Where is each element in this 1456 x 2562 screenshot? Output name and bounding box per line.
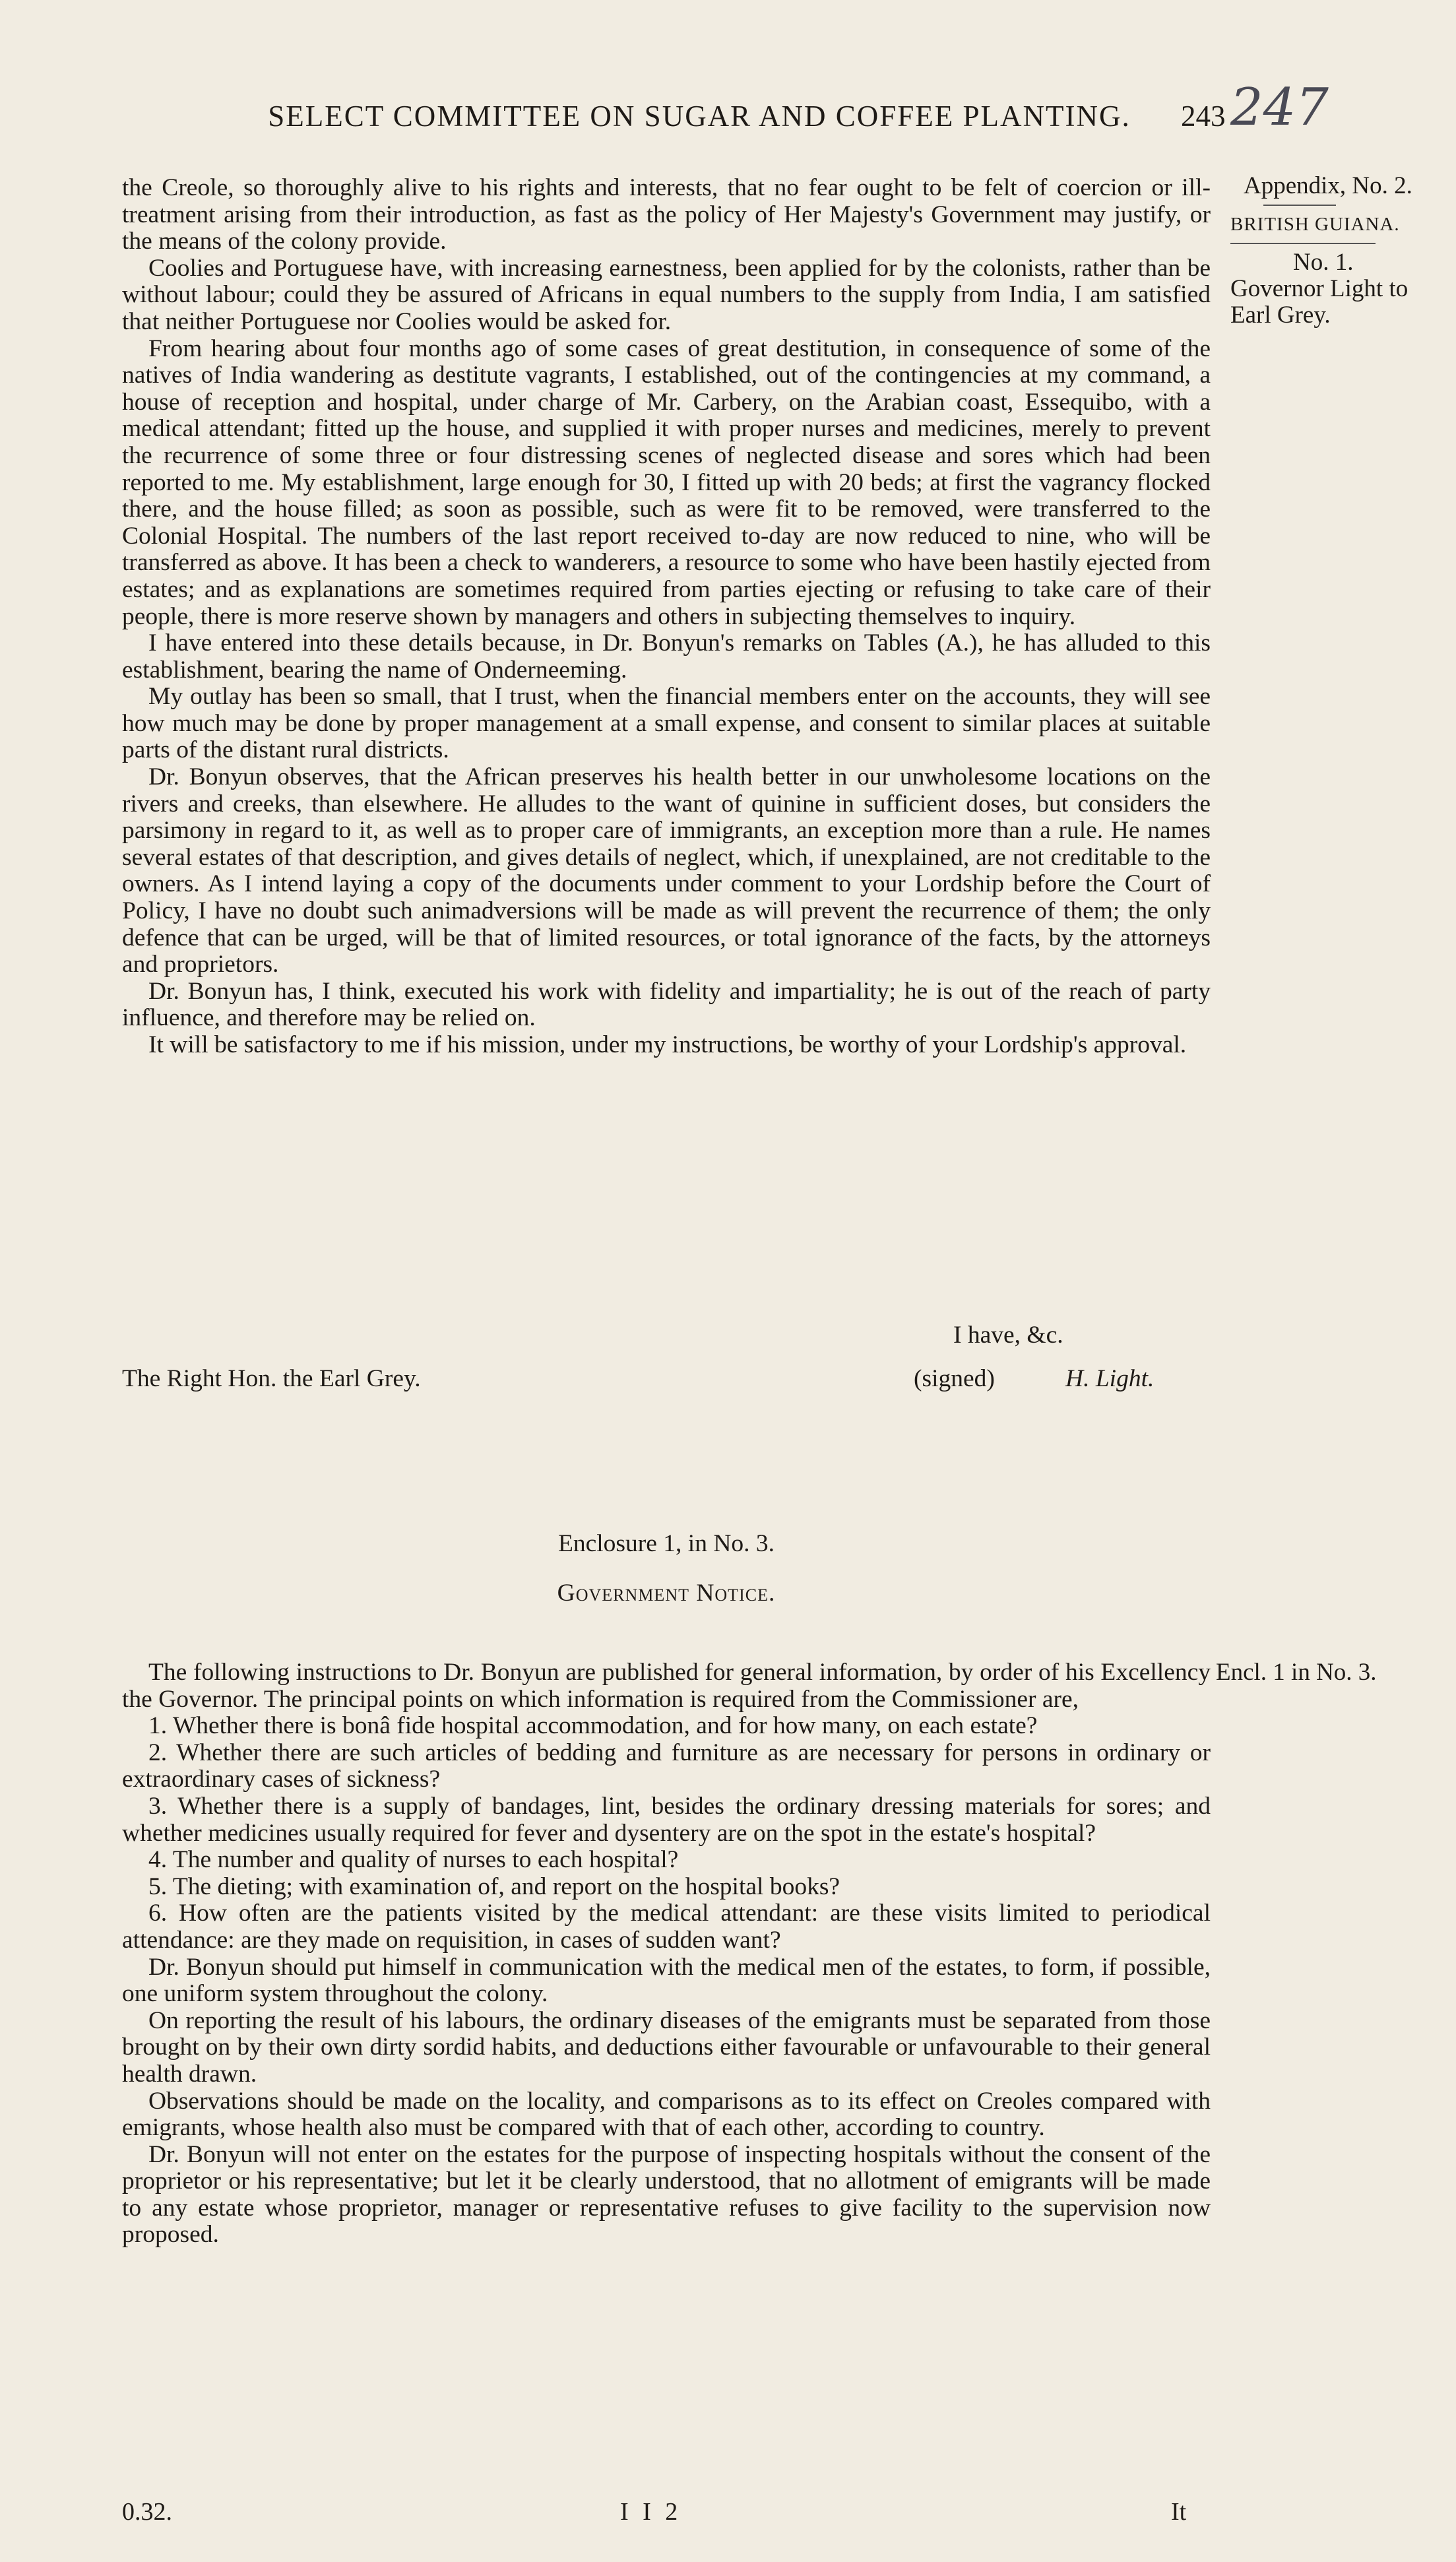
margin-colony: BRITISH GUIANA. <box>1230 214 1400 235</box>
letter-paragraph: Dr. Bonyun has, I think, executed his work with fidelity and impartiality; he is out of the reach of party influence, and therefore may be relied on. <box>122 977 1211 1032</box>
signature: H. Light. <box>1065 1365 1155 1392</box>
letter-paragraph: From hearing about four months ago of some cases of great destitution, in consequence of some of the natives of India wandering as destitute vagrants, I established, out of the contingencies at my command, a house of reception and hospital, under charge of Mr. Carbery, on the Arabian coast, Essequibo, with a medical attendant; fitted up the house, and supplied it with proper nurses and medicines, merely to prevent the recurrence of some three or four distressing scenes of neglected disease and sores which had been reported to me. My establishment, large enough for 30, I fitted up with 20 beds; at first the vagrancy flocked there, and the house filled; as soon as possible, such as were fit to be removed, were transferred to the Colonial Hospital. The numbers of the last report received to-day are now reduced to nine, who will be transferred as above. It has been a check to wanderers, a resource to some who have been hastily ejected from estates; and as explanations are sometimes required from parties ejecting or refusing to take care of their people, there is more reserve shown by managers and others in subjecting themselves to inquiry. <box>122 335 1211 630</box>
enclosure-paragraph: The following instructions to Dr. Bonyun are published for general information, by order of his Excellency the Governor. The principal points on which information is required from the Commissioner are, <box>122 1659 1211 1713</box>
enclosure-item: 4. The number and quality of nurses to each hospital? <box>148 1846 679 1874</box>
letter-paragraph: My outlay has been so small, that I trust, when the financial members enter on the accounts, they will see how much may be done by proper management at a small expense, and consent to similar places at suitable parts of the distant rural districts. <box>122 683 1211 764</box>
addressee: The Right Hon. the Earl Grey. <box>122 1365 421 1392</box>
running-head: SELECT COMMITTEE ON SUGAR AND COFFEE PLANTING. <box>268 100 1131 133</box>
enclosure-subheading: Government Notice. <box>557 1580 776 1607</box>
enclosure-paragraph: Dr. Bonyun should put himself in communication with the medical men of the estates, to form, if possible, one uniform system throughout the colony. <box>122 1953 1211 2008</box>
enclosure-paragraph: Observations should be made on the locality, and comparisons as to its effect on Creoles compared with emigrants, whose health also must be compared with that of each other, according to country. <box>122 2087 1211 2142</box>
footer-center: I I 2 <box>620 2498 682 2526</box>
letter-body <box>122 175 1211 1059</box>
enclosure-heading: Enclosure 1, in No. 3. <box>557 1530 775 1557</box>
letter-paragraph: the Creole, so thoroughly alive to his rights and interests, that no fear ought to be felt of coercion or ill-treatment arising from their introduction, as fast as the policy of Her Majesty's Government may justify, or the means of the colony provide. <box>122 174 1211 255</box>
margin-no: No. 1. <box>1293 249 1354 276</box>
enclosure-item: 5. The dieting; with examination of, and report on the hospital books? <box>148 1873 840 1900</box>
margin-rule <box>1263 205 1336 206</box>
letter-paragraph: Dr. Bonyun observes, that the African preserves his health better in our unwholesome locations on the rivers and creeks, than elsewhere. He alludes to the want of quinine in sufficient doses, but considers the parsimony in regard to it, as well as to proper care of immigrants, an exception more than a rule. He names several estates of that description, and gives details of neglect, which, if unexplained, are not creditable to the owners. As I intend laying a copy of the documents under comment to your Lordship before the Court of Policy, I have no doubt such animadversions will be made as will prevent the recurrence of them; the only defence that can be urged, will be that of limited resources, or total ignorance of the facts, by the attorneys and proprietors. <box>122 763 1211 978</box>
page-number: 243 <box>1181 100 1226 133</box>
enclosure-paragraph: On reporting the result of his labours, the ordinary diseases of the emigrants must be separated from those brought on by their own dirty sordid habits, and deductions either favourable or unfavourable to their general health drawn. <box>122 2006 1211 2088</box>
footer-catchword: It <box>1171 2498 1187 2526</box>
enclosure-paragraph: Dr. Bonyun will not enter on the estates for the purpose of inspecting hospitals without the consent of the proprietor or his representative; but let it be clearly understood, that no allotment of emigrants will be made to any estate whose proprietor, manager or representative refuses to give facility to the supervision now proposed. <box>122 2140 1211 2249</box>
margin-rule <box>1230 243 1376 244</box>
enclosure-body <box>122 1659 1211 2249</box>
signed-label: (signed) <box>914 1365 995 1392</box>
enclosure-item: 3. Whether there is a supply of bandages, lint, besides the ordinary dressing materials for sores; and whether medicines usually required for fever and dysentery are on the spot in the estate's hospital? <box>122 1792 1211 1847</box>
letter-paragraph: Coolies and Portuguese have, with increasing earnestness, been applied for by the colonists, rather than be without labour; could they be assured of Africans in equal numbers to the supply from India, I am satisfied that neither Portuguese nor Coolies would be asked for. <box>122 254 1211 335</box>
letter-paragraph: I have entered into these details because, in Dr. Bonyun's remarks on Tables (A.), he has alluded to this establishment, bearing the name of Onderneeming. <box>122 629 1211 684</box>
closing: I have, &c. <box>953 1322 1063 1349</box>
letter-paragraph: It will be satisfactory to me if his mission, under my instructions, be worthy of your Lordship's approval. <box>148 1031 1187 1058</box>
margin-governor-line2: Earl Grey. <box>1230 302 1331 329</box>
handwritten-folio-number: 247 <box>1230 78 1329 137</box>
enclosure-item: 1. Whether there is bonâ fide hospital accommodation, and for how many, on each estate? <box>148 1712 1038 1740</box>
margin-appendix: Appendix, No. 2. <box>1244 172 1412 199</box>
enclosure-item: 6. How often are the patients visited by the medical attendant: are these visits limited to periodical attendance: are they made on requisition, in cases of sudden want? <box>122 1900 1211 1954</box>
footer-left: 0.32. <box>122 2498 172 2526</box>
margin-governor-line1: Governor Light to <box>1230 275 1409 302</box>
margin-note-appendix <box>1230 173 1412 329</box>
margin-note-enclosure: Encl. 1 in No. 3. <box>1216 1659 1377 1686</box>
enclosure-item: 2. Whether there are such articles of bedding and furniture as are necessary for persons in ordinary or extraordinary cases of sickness? <box>122 1739 1211 1793</box>
